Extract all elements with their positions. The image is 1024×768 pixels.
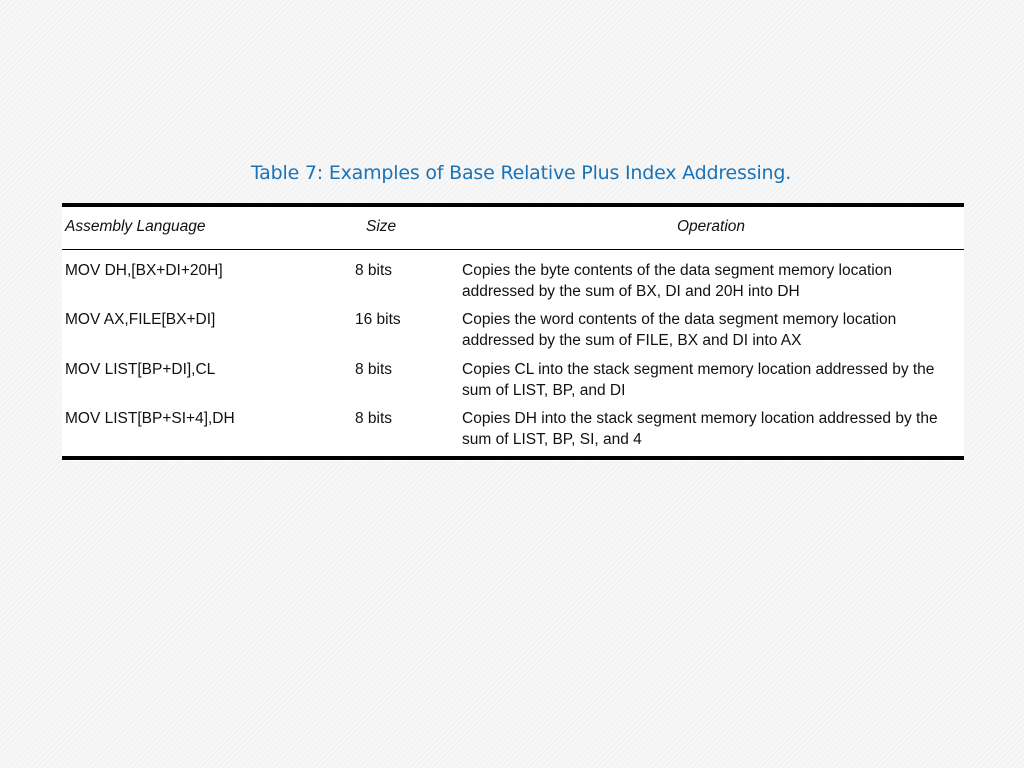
table-row [62,260,964,308]
table-row [62,309,964,357]
cell-size: 8 bits [355,361,393,378]
cell-size: 8 bits [355,262,393,279]
column-header-size: Size [366,218,397,235]
cell-assembly: MOV LIST[BP+DI],CL [65,361,216,378]
cell-operation: Copies CL into the stack segment memory location addressed by the sum of LIST, BP, and DI [462,361,935,399]
cell-size: 8 bits [355,410,393,427]
addressing-table [62,203,964,461]
column-header-operation: Operation [676,218,746,235]
table-row [62,408,964,456]
table-bottom-rule [62,456,964,460]
slide-title: Table 7: Examples of Base Relative Plus Index Addressing. [250,162,792,184]
cell-size: 16 bits [355,311,401,328]
cell-assembly: MOV LIST[BP+SI+4],DH [65,410,235,427]
column-header-assembly: Assembly Language [65,218,206,235]
cell-operation: Copies the byte contents of the data segment memory location addressed by the sum of BX, DI and 20H into DH [462,262,892,300]
cell-operation: Copies DH into the stack segment memory location addressed by the sum of LIST, BP, SI, and 4 [462,410,938,448]
cell-assembly: MOV DH,[BX+DI+20H] [65,262,223,279]
cell-operation: Copies the word contents of the data segment memory location addressed by the sum of FILE, BX and DI into AX [462,311,897,349]
table-top-rule [62,203,964,207]
table-row [62,359,964,407]
table-header-rule [62,249,964,250]
cell-assembly: MOV AX,FILE[BX+DI] [65,311,216,328]
